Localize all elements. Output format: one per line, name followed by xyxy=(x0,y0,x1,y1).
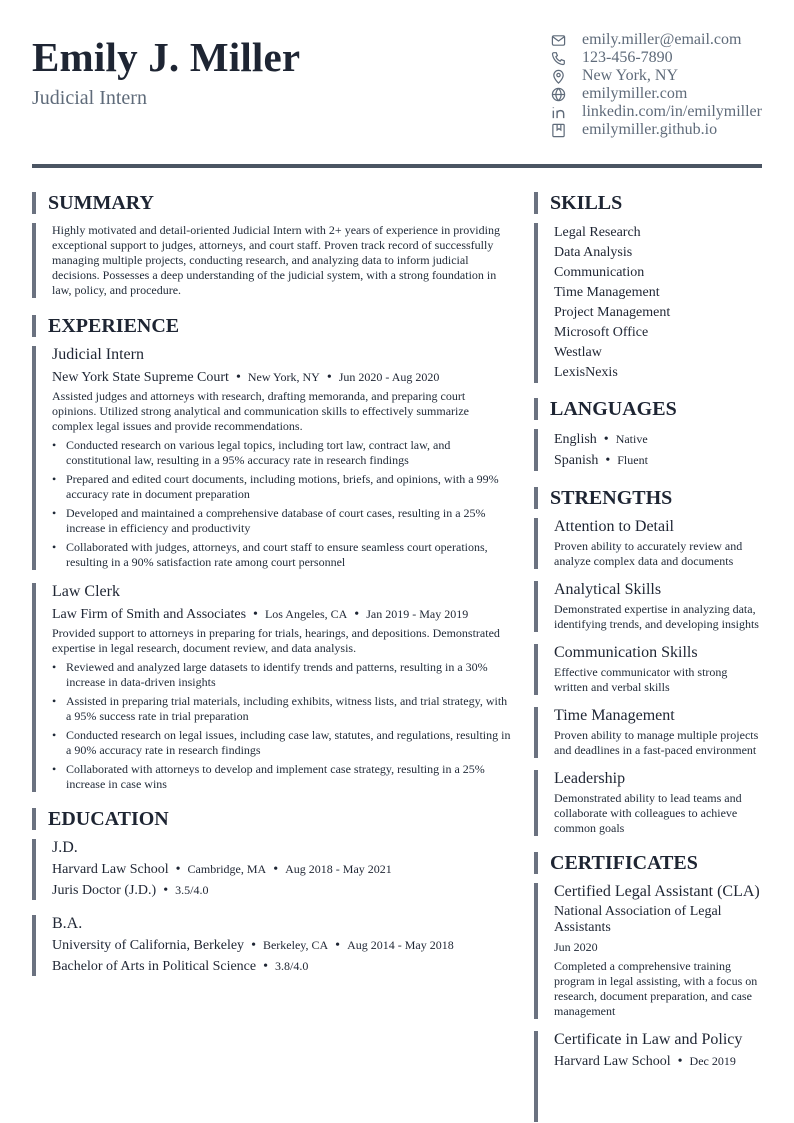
job-location: New York, NY xyxy=(247,370,320,384)
skill-item: Time Management xyxy=(554,285,660,300)
language-level: Native xyxy=(615,432,648,446)
certificate-meta: Harvard Law School • Dec 2019 xyxy=(554,1054,736,1069)
strength-name: Communication Skills xyxy=(554,644,698,661)
job-entry xyxy=(32,346,512,570)
strength-item xyxy=(534,707,764,758)
job-description: Provided support to attorneys in preparing for trials, hearings, and depositions. Demonstrated expertise in legal research, document review, and data analysis. xyxy=(52,626,500,655)
linkedin-icon xyxy=(549,103,567,121)
job-org: New York State Supreme Court xyxy=(52,370,229,385)
candidate-title: Judicial Intern xyxy=(32,87,147,109)
strength-item xyxy=(534,581,764,632)
strength-text: Demonstrated expertise in analyzing data, identifying trends, and developing insights xyxy=(554,602,759,631)
skill-item: Communication xyxy=(554,265,645,280)
job-meta: New York State Supreme Court • New York, NY • Jun 2020 - Aug 2020 xyxy=(52,370,440,385)
phone-icon xyxy=(549,49,567,67)
job-bullet: • Assisted in preparing trial materials, including exhibits, witness lists, and trial strategy, with a 95% success rate in trial preparation xyxy=(52,694,512,724)
certificates-heading: CERTIFICATES xyxy=(534,852,764,874)
contact-website-text: emilymiller.com xyxy=(582,85,688,102)
language-item: Spanish • Fluent xyxy=(554,453,648,468)
job-bullet: • Reviewed and analyzed large datasets to identify trends and patterns, resulting in a 30% increase in data-driven insights xyxy=(52,660,512,690)
degree-gpa: 3.5/4.0 xyxy=(175,883,209,897)
job-bullet: • Collaborated with attorneys to develop and implement case strategy, resulting in a 25% increase in case wins xyxy=(52,762,512,792)
degree-line: Bachelor of Arts in Political Science • 3.8/4.0 xyxy=(52,959,309,974)
experience-heading: EXPERIENCE xyxy=(32,315,512,337)
job-title: Law Clerk xyxy=(52,583,120,600)
job-meta: Law Firm of Smith and Associates • Los Angeles, CA • Jan 2019 - May 2019 xyxy=(52,607,469,622)
languages-heading: LANGUAGES xyxy=(534,398,764,420)
contact-location-text: New York, NY xyxy=(582,67,679,84)
job-description: Assisted judges and attorneys with research, drafting memoranda, and preparing court opinions. Utilized strong analytical and communication skills to effectively summarize complex legal issues and provide recommendations. xyxy=(52,389,470,433)
certificate-name: Certificate in Law and Policy xyxy=(554,1031,743,1048)
school-location: Cambridge, MA xyxy=(187,862,267,876)
job-dates: Jun 2020 - Aug 2020 xyxy=(338,370,440,384)
contact-email[interactable] xyxy=(549,31,762,49)
certificate-item xyxy=(534,1031,764,1122)
strength-name: Leadership xyxy=(554,770,626,787)
education-dates: Aug 2018 - May 2021 xyxy=(285,862,392,876)
languages-list xyxy=(534,429,764,471)
job-bullet: • Conducted research on legal issues, including case law, statutes, and regulations, resulting in a 90% accuracy rate in research findings xyxy=(52,728,512,758)
job-org: Law Firm of Smith and Associates xyxy=(52,607,247,622)
contact-linkedin[interactable] xyxy=(549,103,762,121)
strength-name: Attention to Detail xyxy=(554,518,674,535)
certificate-date: Dec 2019 xyxy=(689,1054,736,1068)
job-bullet: • Prepared and edited court documents, including motions, briefs, and opinions, with a 99% accuracy rate in document preparation xyxy=(52,472,512,502)
certificate-org: National Association of Legal Assistants xyxy=(554,904,722,935)
strength-item xyxy=(534,518,764,569)
location-pin-icon xyxy=(549,67,567,85)
education-heading: EDUCATION xyxy=(32,808,512,830)
school-location: Berkeley, CA xyxy=(262,938,329,952)
job-bullet: • Developed and maintained a comprehensive database of court cases, resulting in a 25% increase in efficiency and productivity xyxy=(52,506,512,536)
language-item: English • Native xyxy=(554,432,648,447)
skill-item: Microsoft Office xyxy=(554,325,649,340)
job-dates: Jan 2019 - May 2019 xyxy=(366,607,469,621)
job-bullet: • Collaborated with judges, attorneys, and court staff to ensure seamless court operations, resulting in a 90% satisfaction rate among court personnel xyxy=(52,540,512,570)
globe-icon xyxy=(549,85,567,103)
header-divider xyxy=(32,164,762,168)
summary-text: Highly motivated and detail-oriented Judicial Intern with 2+ years of experience in providing exceptional support to judges, attorneys, and court staff. Proven track record of successfully managing multiple projects, conducting research, and analyzing data to inform judicial decisions. Possesses a deep understanding of the judicial system, with a strong foundation in law, policy, and procedure. xyxy=(32,223,512,298)
resume-header xyxy=(32,0,762,168)
education-meta: Harvard Law School • Cambridge, MA • Aug 2018 - May 2021 xyxy=(52,862,392,877)
school-name: Harvard Law School xyxy=(52,862,169,877)
skills-list xyxy=(534,223,764,383)
degree-short: B.A. xyxy=(52,915,83,932)
certificate-date: Jun 2020 xyxy=(554,940,598,954)
contact-linkedin-text: linkedin.com/in/emilymiller xyxy=(582,103,762,120)
certificate-item xyxy=(534,883,764,1019)
degree-short: J.D. xyxy=(52,839,78,856)
language-level: Fluent xyxy=(617,453,648,467)
summary-heading: SUMMARY xyxy=(32,192,512,214)
candidate-name: Emily J. Miller xyxy=(32,34,301,80)
education-meta: University of California, Berkeley • Berkeley, CA • Aug 2014 - May 2018 xyxy=(52,938,454,953)
job-bullets xyxy=(52,438,512,570)
job-entry xyxy=(32,583,512,792)
strength-name: Analytical Skills xyxy=(554,581,662,598)
certificate-org: Harvard Law School xyxy=(554,1054,671,1069)
side-column xyxy=(534,192,764,1122)
job-bullet: • Conducted research on various legal topics, including tort law, contract law, and constitutional law, resulting in a 95% accuracy rate in research findings xyxy=(52,438,512,468)
education-dates: Aug 2014 - May 2018 xyxy=(347,938,454,952)
contact-phone-text: 123-456-7890 xyxy=(582,49,673,66)
contact-phone[interactable] xyxy=(549,49,762,67)
job-location: Los Angeles, CA xyxy=(264,607,348,621)
certificate-name: Certified Legal Assistant (CLA) xyxy=(554,883,760,900)
education-entry xyxy=(32,839,512,900)
certificate-text: Completed a comprehensive training program in legal assisting, with a focus on research, document preparation, and case management xyxy=(554,959,758,1018)
bookmark-icon xyxy=(549,121,567,139)
skill-item: Westlaw xyxy=(554,345,602,360)
contact-list xyxy=(549,31,762,139)
degree-line: Juris Doctor (J.D.) • 3.5/4.0 xyxy=(52,883,209,898)
strength-item xyxy=(534,644,764,695)
strength-text: Proven ability to accurately review and analyze complex data and documents xyxy=(554,539,743,568)
strength-item xyxy=(534,770,764,836)
contact-email-text: emily.miller@email.com xyxy=(582,31,742,48)
contact-website[interactable] xyxy=(549,85,762,103)
language-name: Spanish xyxy=(554,453,599,468)
strength-name: Time Management xyxy=(554,707,675,724)
language-name: English xyxy=(554,432,597,447)
skill-item: Data Analysis xyxy=(554,245,633,260)
envelope-icon xyxy=(549,31,567,49)
degree-name: Bachelor of Arts in Political Science xyxy=(52,959,257,974)
school-name: University of California, Berkeley xyxy=(52,938,245,953)
skill-item: LexisNexis xyxy=(554,365,618,380)
strength-text: Demonstrated ability to lead teams and collaborate with colleagues to achieve common goals xyxy=(554,791,742,835)
job-title: Judicial Intern xyxy=(52,346,144,363)
strengths-heading: STRENGTHS xyxy=(534,487,764,509)
skills-heading: SKILLS xyxy=(534,192,764,214)
degree-gpa: 3.8/4.0 xyxy=(275,959,309,973)
strength-text: Effective communicator with strong written and verbal skills xyxy=(554,665,728,694)
skill-item: Legal Research xyxy=(554,225,641,240)
contact-location xyxy=(549,67,762,85)
strength-text: Proven ability to manage multiple projects and deadlines in a fast-paced environment xyxy=(554,728,759,757)
skill-item: Project Management xyxy=(554,305,671,320)
main-column xyxy=(32,192,512,976)
education-entry xyxy=(32,915,512,976)
contact-portfolio-text: emilymiller.github.io xyxy=(582,121,718,138)
contact-portfolio[interactable] xyxy=(549,121,762,139)
job-bullets xyxy=(52,660,512,792)
degree-name: Juris Doctor (J.D.) xyxy=(52,883,157,898)
